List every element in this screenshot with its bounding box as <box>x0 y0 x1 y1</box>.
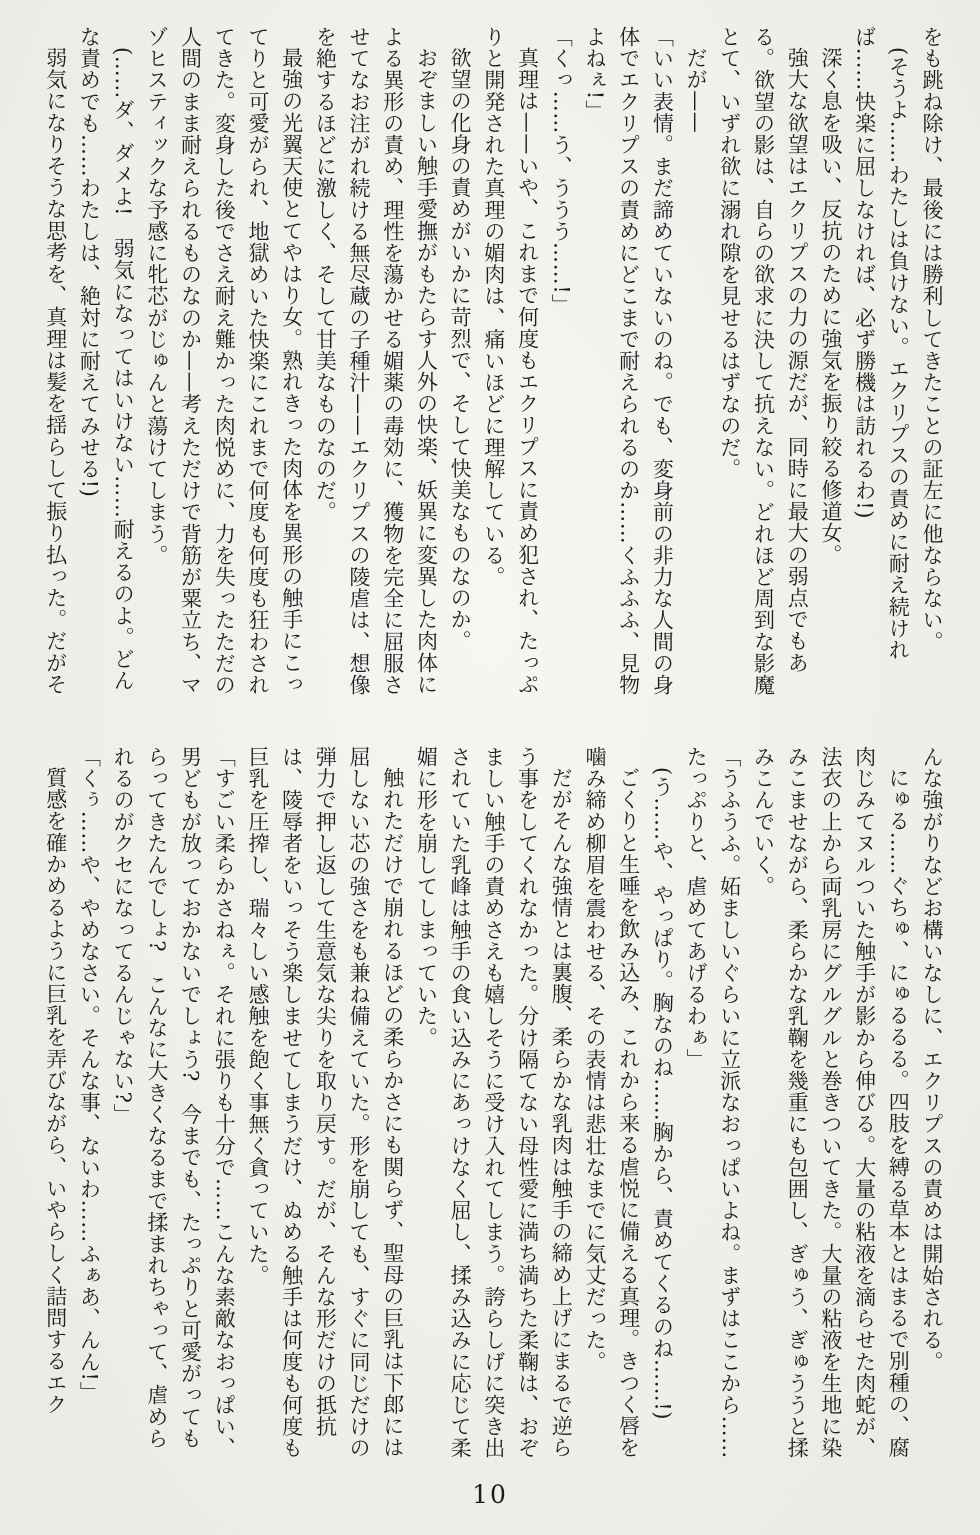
paragraph: んな強がりなどお構いなしに、エクリプスの責めは開始される。 <box>920 746 944 1373</box>
text-block-bottom <box>36 746 948 1464</box>
paragraph: 「くっ……う、ううう……!」 <box>549 26 574 316</box>
page-number: 10 <box>472 1480 508 1509</box>
paragraph: 強大な欲望はエクリプスの力の源だが、同時に最大の弱点でもある。欲望の影は、自らの欲求に決して抗えない。どれほど周到な影魔とて、いずれ欲に溺れ隙を見せるはずなのだ。 <box>717 26 810 696</box>
paragraph: 最強の光翼天使とてやはり女。熟れきった肉体を異形の触手にこってりと可愛がられ、地獄めいた快楽にこれまで何度も何度も狂わされてきた。変身した後でさえ耐え難かった肉悦めに、力を失ったただの人間のまま耐えられるものなのか——考えただけで背筋が粟立ち、マゾヒスティックな予感に牝芯がじゅんと蕩けてしまう。 <box>144 26 304 696</box>
paragraph: 「うふうふ。妬ましいぐらいに立派なおっぱいよね。まずはここから……たっぷりと、虐めてあげるわぁ」 <box>684 746 742 1459</box>
paragraph: 「すごい柔らかさねぇ。それに張りも十分で……こんな素敵なおっぱい、男どもが放っておかないでしょう? 今までも、たっぷりと可愛がってもらってきたんでしょ? こんなに大きくなるまで揉まれちゃって、虐められるのがクセになってるんじゃない?」 <box>111 746 237 1459</box>
paragraph: 質感を確かめるように巨乳を弄びながら、いやらしく詰問するエク <box>43 767 68 1415</box>
paragraph: 弱気になりそうな思考を、真理は髪を揺らして振り払った。だがそ <box>43 47 68 695</box>
paragraph: おぞましい触手愛撫がもたらす人外の快楽、妖異に変異した肉体による異形の責め、理性を蕩かせる媚薬の毒効に、獲物を完全に屈服させてなお注がれ続ける無尽蔵の子種汁——エクリプスの陵虐は、想像を絶するほどに激しく、そして甘美なものなのだ。 <box>313 26 439 696</box>
text-block-top <box>36 26 948 696</box>
paragraph: 「くぅ……や、やめなさい。そんな事、ないわ……ふぁあ、んん!」 <box>77 746 102 1404</box>
paragraph: をも跳ね除け、最後には勝利してきたことの証左に他ならない。 <box>920 26 944 653</box>
paragraph: (う……や、やっぱり。胸なのね……胸から、責めてくるのね……!) <box>650 767 675 1421</box>
paragraph: だが—— <box>684 47 709 134</box>
paragraph: (……ダ、ダメよ! 弱気になってはいけない……耐えるのよ。どんな責めでも……わたしは、絶対に耐えてみせる!) <box>77 26 136 692</box>
paragraph: だがそんな強情とは裏腹、柔らかな乳肉は触手の締め上げにまるで逆らう事をしてくれなかった。分け隔てない母性愛に満ち満ちた柔鞠は、おぞましい触手の責めさえも嬉しそうに受け入れてしまう。誇らしげに突き出されていた乳峰は触手の食い込みにあっけなく屈し、揉み込みに応じて柔媚に形を崩してしまっていた。 <box>414 746 574 1459</box>
paragraph: (そうよ……わたしは負けない。エクリプスの責めに耐え続ければ……快楽に屈しなければ、必ず勝機は訪れるわ!) <box>852 26 911 661</box>
paragraph: ごくりと生唾を飲み込み、これから来る虐悦に備える真理。きつく唇を噛み締め柳眉を震わせる、その表情は悲壮なまでに気丈だった。 <box>582 746 641 1459</box>
paragraph: 「いい表情。まだ諦めていないのね。でも、変身前の非力な人間の身体でエクリプスの責めにどこまで耐えられるのか……くふふふ、見物よねぇ!」 <box>582 26 675 696</box>
paragraph: 欲望の化身の責めがいかに苛烈で、そして快美なものなのか。 <box>448 47 473 652</box>
paragraph: 深く息を吸い、反抗のために強気を振り絞る修道女。 <box>818 47 843 566</box>
paragraph: 真理は——いや、これまで何度もエクリプスに責め犯され、たっぷりと開発された真理の媚肉は、痛いほどに理解している。 <box>481 26 540 695</box>
paragraph: にゅる……ぐちゅ、にゅるるる。四肢を縛る草本とはまるで別種の、腐肉じみてヌルついた触手が影から伸びる。大量の粘液を滴らせた肉蛇が、法衣の上から両乳房にグルグルと巻きついてきた。大量の粘液を生地に染みこませながら、柔らかな乳鞠を幾重にも包囲し、ぎゅう、ぎゅううと揉みこんでいく。 <box>751 746 911 1459</box>
paragraph: 触れただけで崩れるほどの柔らかさにも関らず、聖母の巨乳は下郎には屈しない芯の強さをも兼ね備えていた。形を崩しても、すぐに同じだけの弾力で押し返して生意気な尖りを取り戻す。だが、そんな形だけの抵抗は、陵辱者をいっそう楽しませてしまうだけ、ぬめる触手は何度も何度も巨乳を圧搾し、瑞々しい感触を飽く事無く貪っていた。 <box>245 746 405 1459</box>
